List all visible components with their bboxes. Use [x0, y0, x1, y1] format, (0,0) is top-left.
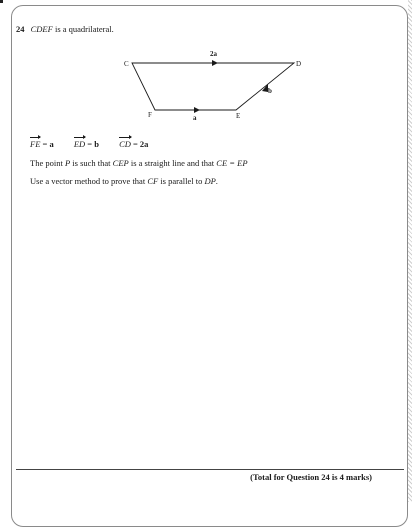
line2-text-c: .: [215, 176, 218, 186]
equation-ce-ep: CE = EP: [216, 158, 248, 168]
vector-fe-value: a: [49, 139, 54, 149]
vector-fe: FE = a: [30, 139, 54, 149]
side-fe-label: a: [193, 114, 197, 122]
line1-text-a: The point: [30, 158, 65, 168]
arrow-fe: [194, 107, 200, 113]
vertex-d-label: D: [296, 60, 302, 68]
point-p-statement: [30, 158, 248, 168]
vector-ed-value: b: [94, 139, 99, 149]
segment-cf: CF: [147, 176, 159, 186]
line2-text-a: Use a vector method to prove that: [30, 176, 148, 186]
vertex-f-label: F: [148, 111, 152, 119]
vector-cd: CD = 2a: [119, 139, 149, 149]
intro-text: is a quadrilateral.: [52, 24, 114, 34]
vector-fe-name: FE: [30, 139, 41, 149]
prove-instruction: [30, 176, 218, 186]
question-number: 24: [16, 24, 25, 34]
side-ed-label: b: [268, 87, 272, 95]
vector-cd-name: CD: [119, 139, 131, 149]
arrow-cd: [212, 60, 218, 66]
segment-dp: DP: [204, 176, 216, 186]
line1-text-c: is a straight line and that: [128, 158, 217, 168]
line-cep: CEP: [112, 158, 129, 168]
vertex-e-label: E: [236, 112, 241, 120]
line1-text-b: is such that: [70, 158, 113, 168]
line2-text-b: is parallel to: [158, 176, 205, 186]
total-marks: (Total for Question 24 is 4 marks): [250, 472, 372, 482]
total-divider: [16, 469, 404, 470]
vector-ed-name: ED: [73, 139, 86, 149]
point-p: P: [64, 158, 71, 168]
vector-cd-value: 2a: [139, 139, 149, 149]
vector-definitions: [30, 139, 166, 149]
side-cd-label: 2a: [210, 50, 217, 58]
vector-ed: ED = b: [73, 139, 99, 149]
shape-name: CDEF: [30, 24, 53, 34]
vertex-c-label: C: [124, 60, 129, 68]
